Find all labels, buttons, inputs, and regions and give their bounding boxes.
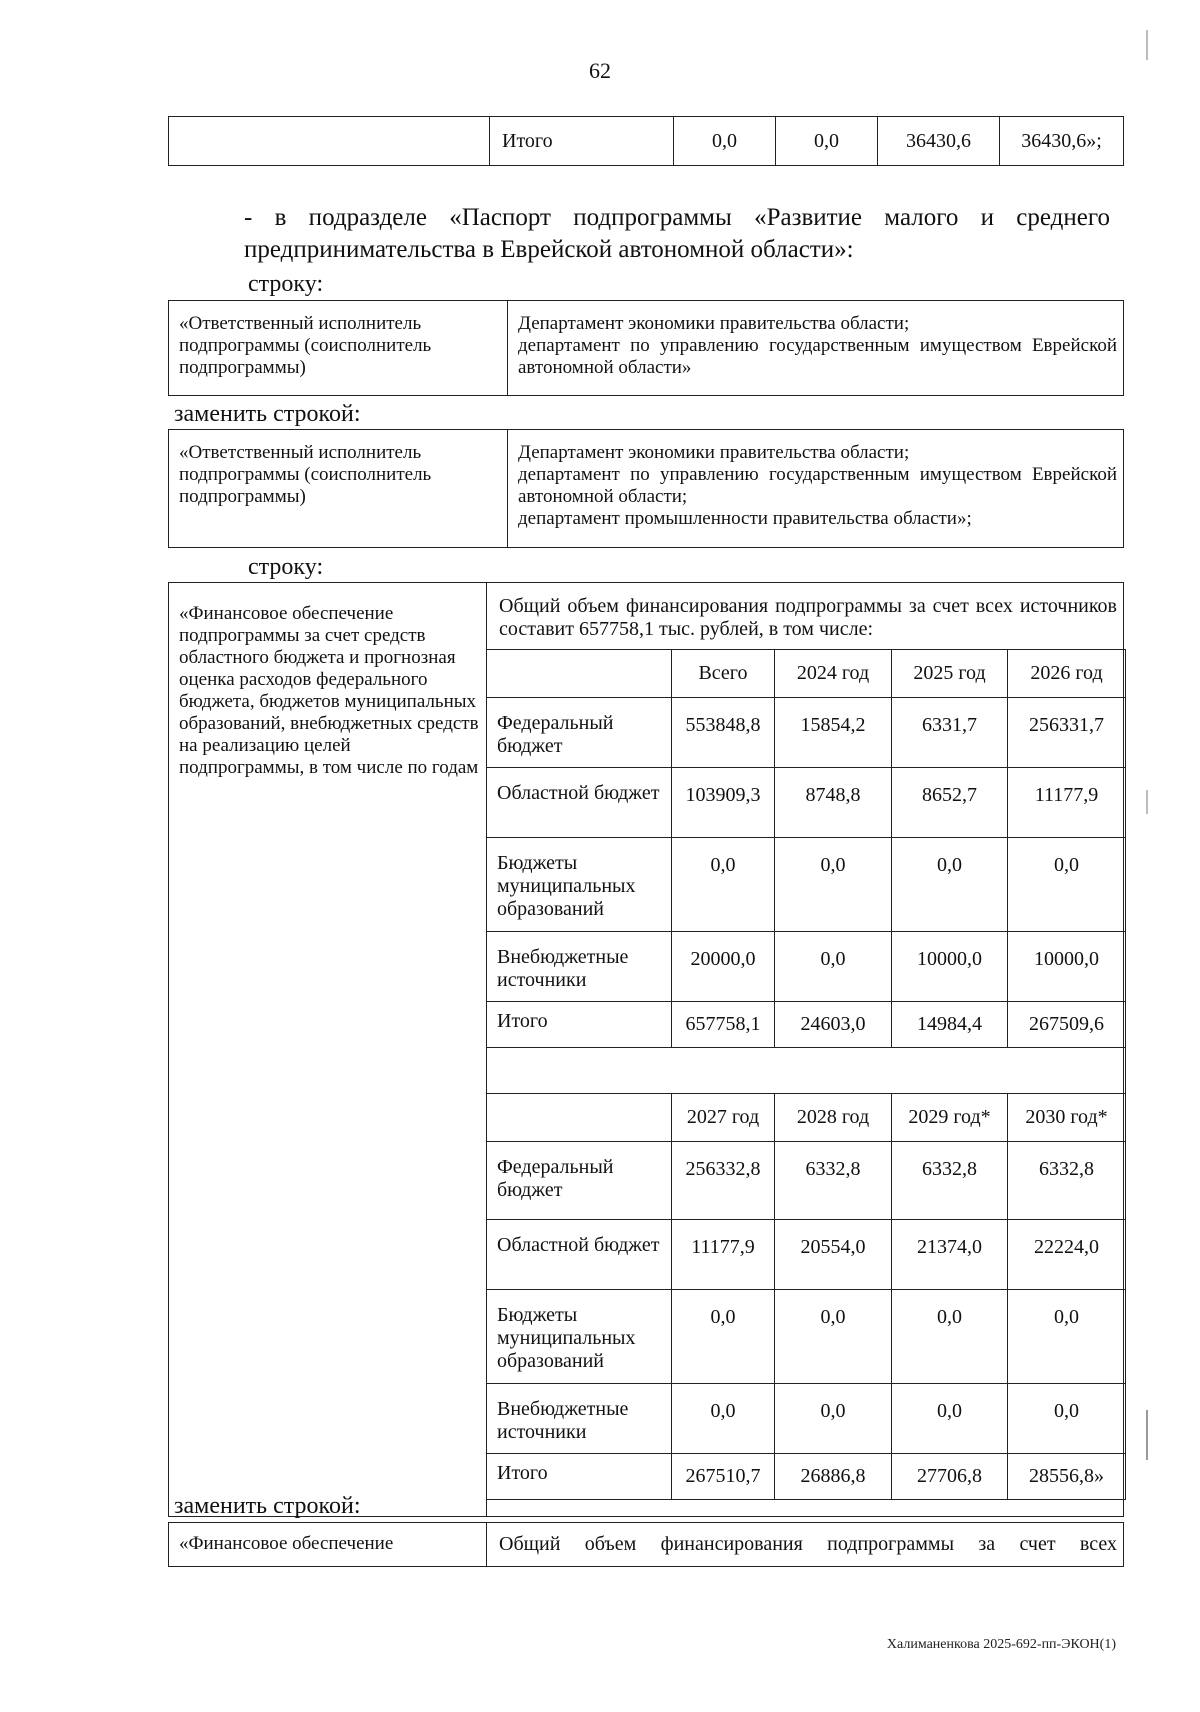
table-row bbox=[169, 1523, 1124, 1567]
table-row bbox=[487, 1142, 1126, 1220]
resp-label: «Ответственный исполнитель подпрограммы (соисполнитель подпрограммы) bbox=[169, 301, 508, 396]
finance-inner-table bbox=[486, 649, 1126, 1500]
row-label: Областной бюджет bbox=[487, 1220, 672, 1290]
header-empty bbox=[487, 650, 672, 698]
cell-value: 8748,8 bbox=[775, 768, 892, 838]
finance-intro: Общий объем финансирования подпрограммы за счет всех источников составит 657758,1 тыс. рублей, в том числе: bbox=[499, 595, 1117, 640]
cell-value: 256331,7 bbox=[1008, 698, 1126, 768]
cell-value: 14984,4 bbox=[892, 1002, 1008, 1048]
column-header: 2028 год bbox=[775, 1094, 892, 1142]
table-row bbox=[487, 768, 1126, 838]
cell-value: 103909,3 bbox=[672, 768, 775, 838]
cell-value: 0,0 bbox=[892, 1384, 1008, 1454]
finance-content bbox=[487, 583, 1124, 1517]
row-label: Федеральный бюджет bbox=[487, 698, 672, 768]
scan-mark bbox=[1146, 1410, 1148, 1460]
cell-value: 21374,0 bbox=[892, 1220, 1008, 1290]
row-label: Федеральный бюджет bbox=[487, 1142, 672, 1220]
column-header: 2027 год bbox=[672, 1094, 775, 1142]
table-row bbox=[169, 583, 1124, 1517]
total-label: Итого bbox=[490, 117, 674, 166]
cell-value: 11177,9 bbox=[672, 1220, 775, 1290]
cell-value: 657758,1 bbox=[672, 1002, 775, 1048]
cell-value: 11177,9 bbox=[1008, 768, 1126, 838]
cell-value: 8652,7 bbox=[892, 768, 1008, 838]
row-label: Итого bbox=[487, 1454, 672, 1500]
cell-value: 256332,8 bbox=[672, 1142, 775, 1220]
table-row bbox=[487, 1454, 1126, 1500]
label-stroku: строку: bbox=[248, 271, 324, 297]
table-row bbox=[487, 1220, 1126, 1290]
cell-value: 0,0 bbox=[775, 932, 892, 1002]
label-stroku: строку: bbox=[248, 554, 324, 580]
table-row bbox=[169, 117, 1124, 166]
cell-value: 267510,7 bbox=[672, 1454, 775, 1500]
cell-value: 0,0 bbox=[892, 838, 1008, 932]
cell-value: 0,0 bbox=[1008, 838, 1126, 932]
top-total-table bbox=[168, 116, 1124, 166]
column-header: 2030 год* bbox=[1008, 1094, 1126, 1142]
cell-value: 24603,0 bbox=[775, 1002, 892, 1048]
table-row bbox=[487, 698, 1126, 768]
resp-line: департамент по управлению государственным имуществом Еврейской автономной области; bbox=[518, 464, 1117, 507]
row-label: Областной бюджет bbox=[487, 768, 672, 838]
row-label: Внебюджетные источники bbox=[487, 932, 672, 1002]
bottom-finance-table bbox=[168, 1522, 1124, 1567]
cell-value: 6331,7 bbox=[892, 698, 1008, 768]
table-row bbox=[487, 932, 1126, 1002]
cell-value: 0,0 bbox=[672, 1290, 775, 1384]
header-row bbox=[487, 650, 1126, 698]
table-row bbox=[487, 1290, 1126, 1384]
resp-executor-table-new bbox=[168, 429, 1124, 548]
amendment-paragraph bbox=[172, 202, 1110, 266]
cell-value: 15854,2 bbox=[775, 698, 892, 768]
header-row bbox=[487, 1094, 1126, 1142]
row-label: Итого bbox=[487, 1002, 672, 1048]
cell-value: 10000,0 bbox=[1008, 932, 1126, 1002]
label-zamenit: заменить строкой: bbox=[174, 401, 361, 427]
cell-value: 6332,8 bbox=[775, 1142, 892, 1220]
resp-executor-table-old bbox=[168, 300, 1124, 396]
table-row bbox=[487, 1384, 1126, 1454]
resp-label: «Ответственный исполнитель подпрограммы (соисполнитель подпрограммы) bbox=[169, 430, 508, 548]
column-header: 2029 год* bbox=[892, 1094, 1008, 1142]
cell-value: 26886,8 bbox=[775, 1454, 892, 1500]
spacer-row bbox=[487, 1048, 1126, 1094]
cell-value: 6332,8 bbox=[892, 1142, 1008, 1220]
total-value: 0,0 bbox=[776, 117, 878, 166]
cell-value: 553848,8 bbox=[672, 698, 775, 768]
row-label: Внебюджетные источники bbox=[487, 1384, 672, 1454]
paragraph-text: - в подразделе «Паспорт подпрограммы «Развитие малого и среднего предпринимательства в Еврейской автономной области»: bbox=[244, 204, 1110, 263]
cell-value: 0,0 bbox=[672, 1384, 775, 1454]
cell-value: 0,0 bbox=[775, 1290, 892, 1384]
cell-value: 27706,8 bbox=[892, 1454, 1008, 1500]
cell-value: 0,0 bbox=[1008, 1384, 1126, 1454]
cell-value: 0,0 bbox=[892, 1290, 1008, 1384]
footer-reference: Халиманенкова 2025-692-пп-ЭКОН(1) bbox=[886, 1637, 1116, 1652]
table-row bbox=[169, 301, 1124, 396]
finance-intro: Общий объем финансирования подпрограммы за счет всех bbox=[487, 1523, 1124, 1567]
cell-value: 0,0 bbox=[775, 838, 892, 932]
total-value: 36430,6 bbox=[878, 117, 1000, 166]
column-header: 2024 год bbox=[775, 650, 892, 698]
finance-label: «Финансовое обеспечение подпрограммы за счет средств областного бюджета и прогнозная оценка расходов федерального бюджета, бюджетов муниципальных образований, внебюджетных средств на реализацию целей подпрограммы, в том числе по годам bbox=[169, 583, 487, 1517]
cell-value: 0,0 bbox=[1008, 1290, 1126, 1384]
scan-mark bbox=[1146, 30, 1148, 60]
cell-value: 28556,8» bbox=[1008, 1454, 1126, 1500]
resp-line: департамент промышленности правительства области»; bbox=[518, 508, 972, 529]
column-header: 2025 год bbox=[892, 650, 1008, 698]
row-label: Бюджеты муниципальных образований bbox=[487, 1290, 672, 1384]
cell-value: 0,0 bbox=[672, 838, 775, 932]
table-row bbox=[169, 430, 1124, 548]
cell-value: 22224,0 bbox=[1008, 1220, 1126, 1290]
table-row bbox=[487, 1002, 1126, 1048]
cell-value: 20554,0 bbox=[775, 1220, 892, 1290]
scan-mark bbox=[1146, 790, 1148, 814]
column-header: 2026 год bbox=[1008, 650, 1126, 698]
resp-value bbox=[508, 430, 1124, 548]
resp-line: Департамент экономики правительства области; bbox=[518, 313, 910, 334]
finance-label: «Финансовое обеспечение bbox=[169, 1523, 487, 1567]
total-value: 36430,6»; bbox=[1000, 117, 1124, 166]
finance-table bbox=[168, 582, 1124, 1517]
cell-value: 0,0 bbox=[775, 1384, 892, 1454]
label-zamenit: заменить строкой: bbox=[174, 1493, 361, 1519]
table-row bbox=[487, 838, 1126, 932]
resp-value bbox=[508, 301, 1124, 396]
resp-line: Департамент экономики правительства области; bbox=[518, 442, 910, 463]
page-number: 62 bbox=[589, 58, 611, 83]
header-empty bbox=[487, 1094, 672, 1142]
cell-value: 267509,6 bbox=[1008, 1002, 1126, 1048]
resp-line: департамент по управлению государственным имуществом Еврейской автономной области» bbox=[518, 335, 1117, 378]
row-label: Бюджеты муниципальных образований bbox=[487, 838, 672, 932]
cell-value: 6332,8 bbox=[1008, 1142, 1126, 1220]
empty-cell bbox=[169, 117, 490, 166]
spacer-cell bbox=[487, 1048, 1126, 1094]
cell-value: 10000,0 bbox=[892, 932, 1008, 1002]
column-header: Всего bbox=[672, 650, 775, 698]
total-value: 0,0 bbox=[674, 117, 776, 166]
cell-value: 20000,0 bbox=[672, 932, 775, 1002]
